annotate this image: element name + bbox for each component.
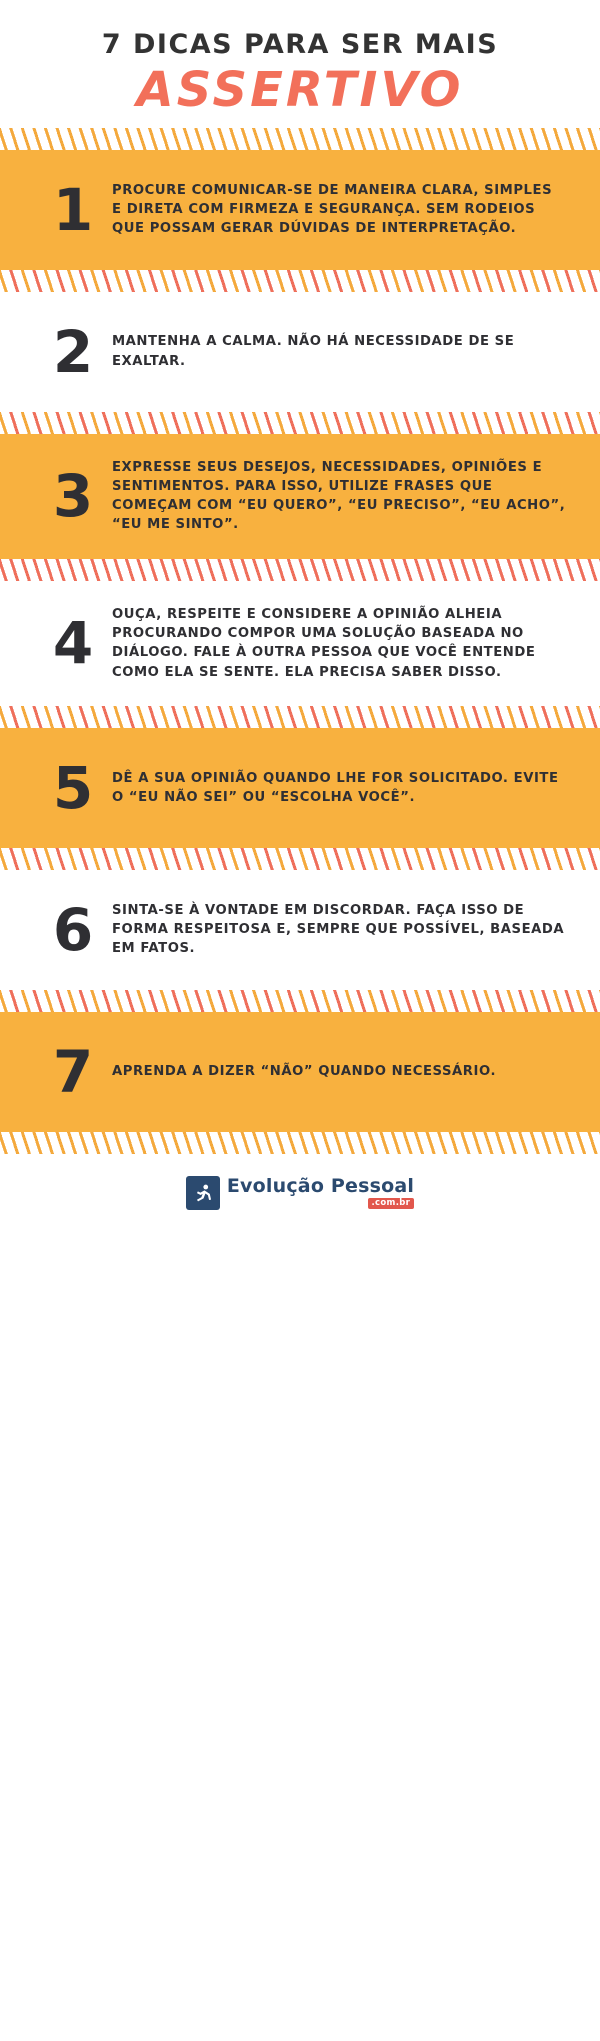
tip-item-2 [0,292,600,412]
divider-hatch-6 [0,848,600,870]
tip-number-6: 6 [52,895,94,964]
tip-item-4 [0,581,600,706]
page-title-line1: 7 DICAS PARA SER MAIS [101,29,499,60]
tip-text-4: OUÇA, RESPEITE E CONSIDERE A OPINIÃO ALHEIA PROCURANDO COMPOR UMA SOLUÇÃO BASEADA NO DIÁLOGO. FALE À OUTRA PESSOA QUE VOCÊ ENTENDE COMO ELA SE SENTE. ELA PRECISA SABER DISSO. [112,606,536,680]
tip-item-1 [0,150,600,270]
divider-hatch-2 [0,270,600,292]
tip-item-6 [0,870,600,990]
tip-number-1: 1 [52,175,94,244]
tip-item-5 [0,728,600,848]
logo-domain: .com.br [368,1198,415,1209]
tip-text-2: MANTENHA A CALMA. NÃO HÁ NECESSIDADE DE SE EXALTAR. [112,334,515,369]
tip-item-3 [0,434,600,559]
tip-text-6: SINTA-SE À VONTADE EM DISCORDAR. FAÇA ISSO DE FORMA RESPEITOSA E, SEMPRE QUE POSSÍVEL, BASEADA EM FATOS. [112,902,565,957]
hatch-pattern [0,128,600,150]
divider-hatch-4 [0,559,600,581]
logo-text-group [227,1177,414,1209]
divider-hatch-1 [0,128,600,150]
divider-hatch-7 [0,990,600,1012]
tip-text-5: DÊ A SUA OPINIÃO QUANDO LHE FOR SOLICITADO. EVITE O “EU NÃO SEI” OU “ESCOLHA VOCÊ”. [112,770,559,805]
tip-number-5: 5 [52,753,94,822]
divider-hatch-5 [0,706,600,728]
hatch-pattern [0,559,600,581]
tip-text-7: APRENDA A DIZER “NÃO” QUANDO NECESSÁRIO. [112,1064,496,1080]
header [0,0,600,128]
hatch-pattern [0,1132,600,1154]
tip-number-3: 3 [52,462,94,531]
hatch-pattern [0,848,600,870]
page-title-line2: ASSERTIVO [136,61,464,118]
hatch-pattern [0,990,600,1012]
tip-text-1: PROCURE COMUNICAR-SE DE MANEIRA CLARA, SIMPLES E DIRETA COM FIRMEZA E SEGURANÇA. SEM RODEIOS QUE POSSAM GERAR DÚVIDAS DE INTERPRETAÇÃO. [112,182,553,237]
tip-number-4: 4 [52,609,94,678]
hatch-pattern [0,706,600,728]
tip-text-3: EXPRESSE SEUS DESEJOS, NECESSIDADES, OPINIÕES E SENTIMENTOS. PARA ISSO, UTILIZE FRASES QUE COMEÇAM COM “EU QUERO”, “EU PRECISO”, “EU ACHO”, “EU ME SINTO”. [112,459,566,533]
tip-number-2: 2 [52,317,94,386]
tip-number-7: 7 [52,1037,94,1106]
logo-name: Evolução Pessoal [226,1175,415,1198]
divider-hatch-3 [0,412,600,434]
divider-hatch-8 [0,1132,600,1154]
brand-logo[interactable] [186,1176,414,1210]
footer [0,1154,600,1236]
hatch-pattern [0,412,600,434]
tip-item-7 [0,1012,600,1132]
hatch-pattern [0,270,600,292]
person-running-icon [186,1176,220,1210]
